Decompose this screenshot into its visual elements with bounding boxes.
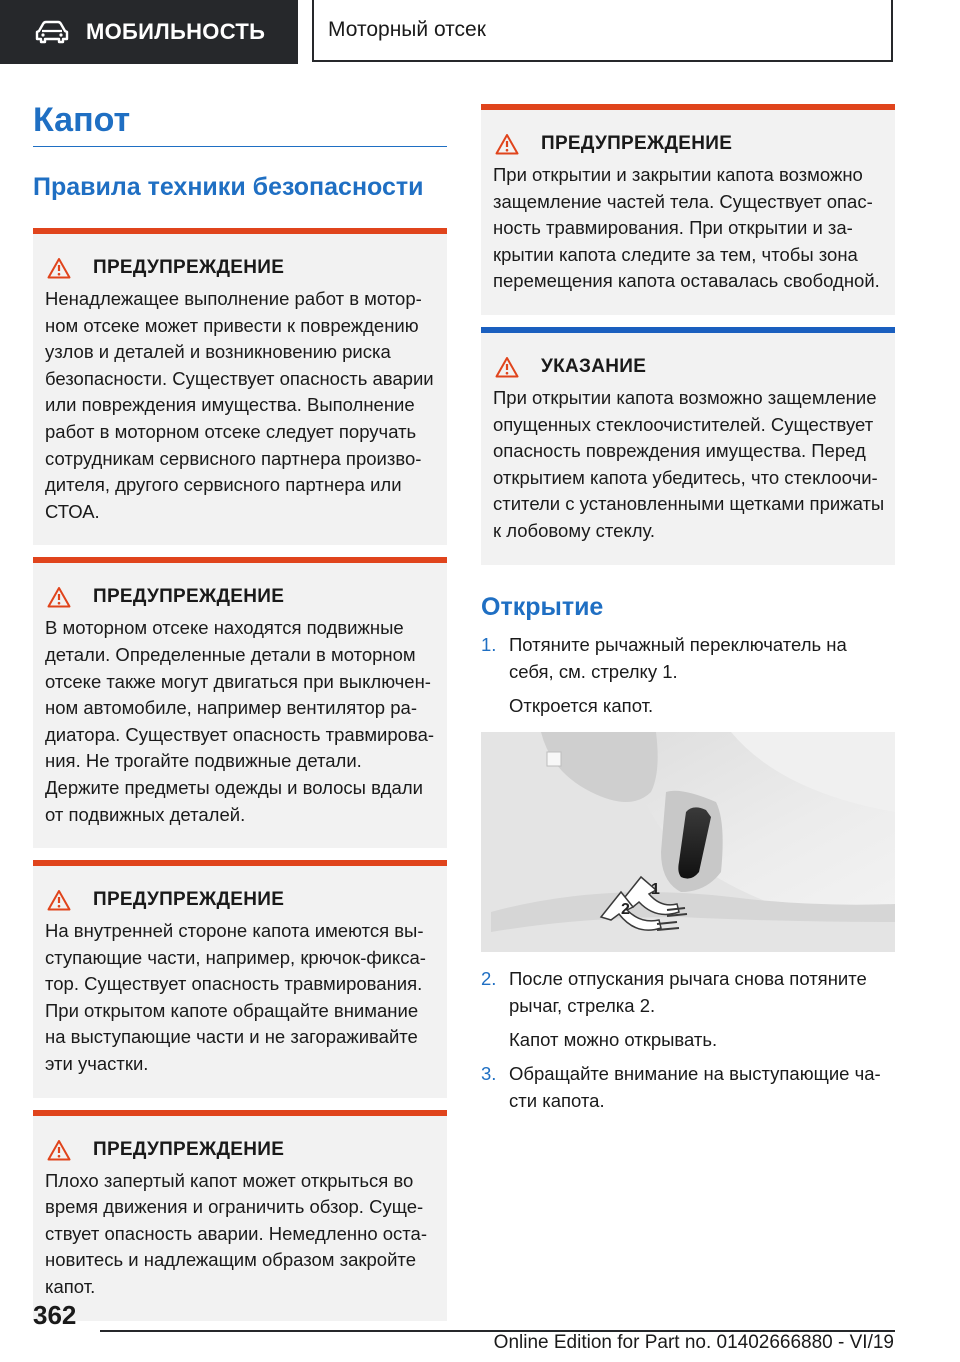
box-header: [493, 353, 887, 381]
box-heading: ПРЕДУПРЕЖДЕНИЕ: [93, 586, 285, 608]
breadcrumb-text: Моторный отсек: [328, 18, 486, 41]
edition-text: Online Edition for Part no. 01402666880 - VI/19: [493, 1332, 894, 1353]
left-column: [33, 98, 447, 1321]
box-body-line: безопасности. Существует опасность аварии: [45, 367, 434, 389]
box-body-line: защемление частей тела. Существует опас-: [493, 190, 873, 212]
step-text: [509, 965, 895, 1019]
box-body-line: ном отсеке может привести к повреждению: [45, 314, 419, 336]
box-body: [45, 918, 439, 1078]
page-number: 362: [33, 1300, 77, 1330]
step-number: 3.: [481, 1062, 497, 1084]
step-text: [509, 631, 895, 685]
box-body-line: перемещения капота оставалась свободной.: [493, 270, 880, 292]
step-number: 1.: [481, 633, 497, 655]
warning-box: [481, 104, 895, 315]
box-body-line: опущенных стеклоочистителей. Существует: [493, 413, 874, 435]
hood-release-lever-image: [481, 732, 895, 952]
arrow-1-label: 1: [651, 880, 660, 898]
section-tab: [0, 0, 298, 64]
box-body-line: работ в моторном отсеке следует поручать: [45, 420, 417, 442]
box-header: [45, 886, 439, 914]
box-body-line: от подвижных деталей.: [45, 803, 246, 825]
step-2: [481, 965, 895, 1019]
box-body: [45, 286, 439, 525]
section-subtitle: Правила техники безопасности: [33, 173, 424, 201]
box-heading: УКАЗАНИЕ: [541, 355, 647, 377]
box-body-line: эти участки.: [45, 1053, 149, 1075]
left-warning-list: [33, 228, 447, 1321]
hood-release-figure: [481, 732, 895, 952]
box-body-line: к лобовому стеклу.: [493, 519, 656, 541]
step-text-line: себя, см. стрелку 1.: [509, 660, 678, 682]
box-body-line: СТОА.: [45, 500, 100, 522]
box-body-line: тор. Существует опасность травмирования.: [45, 973, 423, 995]
box-body-line: узлов и деталей и возникновению риска: [45, 341, 391, 363]
box-body-line: стители с установленными щетками прижаты: [493, 493, 885, 515]
title-divider: [33, 146, 447, 147]
box-body-line: Плохо запертый капот может открыться во: [45, 1169, 414, 1191]
box-body-line: При открытии капота возможно защемление: [493, 386, 877, 408]
box-body: [45, 615, 439, 828]
step-text-line: Обращайте внимание на выступающие ча-: [509, 1062, 881, 1084]
box-body-line: открытием капота убедитесь, что стеклоочи-: [493, 466, 878, 488]
box-body-line: время движения и ограничить обзор. Суще-: [45, 1196, 424, 1218]
box-heading: ПРЕДУПРЕЖДЕНИЕ: [93, 257, 285, 278]
warning-triangle-icon: [495, 133, 519, 155]
step-3: [481, 1060, 895, 1114]
box-body-line: Держите предметы одежды и волосы вдали: [45, 776, 423, 798]
box-body-line: или повреждения имущества. Выполнение: [45, 394, 415, 416]
box-body-line: дителя, другого сервисного партнера или: [45, 474, 402, 496]
box-body-line: ном автомобиле, например вентилятор ра-: [45, 697, 417, 719]
box-body-line: При открытии и закрытии капота возможно: [493, 164, 863, 185]
step-result: Капот можно открывать.: [509, 1028, 718, 1050]
warning-triangle-icon: [47, 586, 71, 608]
box-body-line: ступающие части, например, крючок-фикса-: [45, 946, 426, 968]
step-result: Откроется капот.: [509, 694, 654, 716]
box-body-line: капот.: [45, 1276, 96, 1298]
box-body-line: крытии капота следите за тем, чтобы зона: [493, 243, 858, 265]
warning-triangle-icon: [47, 257, 71, 279]
box-header: [45, 583, 439, 611]
warning-box: [33, 228, 447, 545]
box-body: [493, 385, 887, 545]
warning-box: [33, 860, 447, 1098]
warning-triangle-icon: [495, 356, 519, 378]
step-text-line: сти капота.: [509, 1089, 605, 1111]
box-heading: ПРЕДУПРЕЖДЕНИЕ: [93, 1138, 285, 1160]
breadcrumb: [312, 0, 893, 62]
box-heading: ПРЕДУПРЕЖДЕНИЕ: [93, 889, 285, 911]
box-header: [45, 254, 439, 282]
box-body-line: сотрудникам сервисного партнера произво-: [45, 447, 422, 469]
box-body-line: ствует опасность аварии. Немедленно оста-: [45, 1222, 428, 1244]
box-body-line: опасность повреждения имущества. Перед: [493, 440, 866, 462]
warning-triangle-icon: [47, 1139, 71, 1161]
box-heading: ПРЕДУПРЕЖДЕНИЕ: [541, 133, 733, 154]
box-body-line: ния. Не трогайте подвижные детали.: [45, 750, 362, 772]
arrow-2-label: 2: [621, 900, 630, 918]
box-body-line: отсеке также могут двигаться при выключен-: [45, 670, 431, 692]
box-body-line: Ненадлежащее выполнение работ в мотор-: [45, 288, 422, 309]
page-title: Капот: [33, 101, 131, 139]
step-text-line: После отпускания рычага снова потяните: [509, 967, 867, 989]
right-warning-list: [481, 104, 895, 565]
box-body: [493, 162, 887, 295]
box-body-line: При открытом капоте обращайте внимание: [45, 999, 419, 1021]
step-number: 2.: [481, 967, 497, 989]
warning-box: [33, 1110, 447, 1321]
box-body-line: на выступающие части и не загораживайте: [45, 1026, 418, 1048]
box-header: [45, 1136, 439, 1164]
box-body-line: ность травмирования. При открытии и за-: [493, 217, 853, 239]
step-text: [509, 1060, 895, 1114]
step-text-line: рычаг, стрелка 2.: [509, 994, 656, 1016]
box-body-line: новитесь и надлежащим образом закройте: [45, 1249, 416, 1271]
note-box: [481, 327, 895, 565]
box-body-line: детали. Определенные детали в моторном: [45, 643, 416, 665]
step-1: [481, 631, 895, 685]
right-column: [481, 104, 895, 1114]
step-text-line: Потяните рычажный переключатель на: [509, 633, 847, 655]
opening-heading: Открытие: [481, 592, 604, 621]
box-body-line: В моторном отсеке находятся подвижные: [45, 617, 404, 639]
box-body-line: диатора. Существует опасность травмирова-: [45, 723, 435, 745]
section-label: МОБИЛЬНОСТЬ: [86, 19, 266, 44]
warning-triangle-icon: [47, 889, 71, 911]
warning-box: [33, 557, 447, 848]
box-body-line: На внутренней стороне капота имеются вы-: [45, 920, 424, 942]
box-header: [493, 130, 887, 158]
box-body: [45, 1168, 439, 1301]
car-icon: [34, 20, 70, 44]
